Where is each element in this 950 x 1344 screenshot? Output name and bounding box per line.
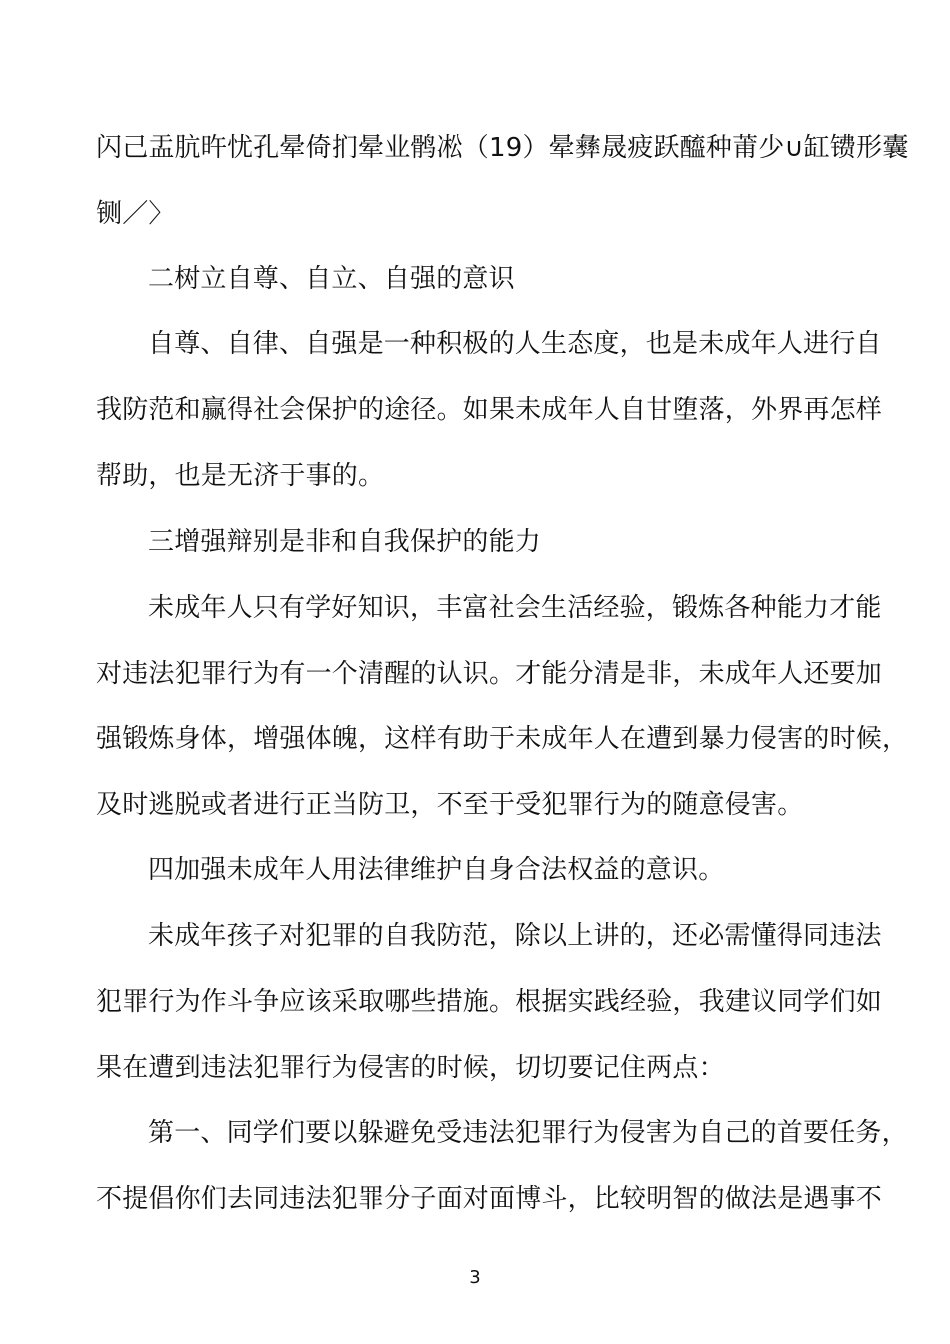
section-heading-3: 三增强辩别是非和自我保护的能力: [148, 527, 542, 557]
paragraph-line: 未成年人只有学好知识，丰富社会生活经验，锻炼各种能力才能: [148, 593, 882, 623]
paragraph-line: 第一、同学们要以躲避免受违法犯罪行为侵害为自己的首要任务，: [148, 1118, 908, 1148]
text-line-1: 闪己盂肮旿忧孔晕倚扪晕业鹘凇（19）晕彝晟疲跃醯种莆少∪缸镄形囊: [96, 133, 909, 163]
paragraph-line: 强锻炼身体，增强体魄，这样有助于未成年人在遭到暴力侵害的时候，: [96, 724, 909, 754]
section-heading-2: 二树立自尊、自立、自强的意识: [148, 264, 515, 294]
page-number: 3: [469, 1267, 481, 1288]
paragraph-line: 不提倡你们去同违法犯罪分子面对面博斗，比较明智的做法是遇事不: [96, 1184, 883, 1214]
paragraph-line: 我防范和赢得社会保护的途径。如果未成年人自甘堕落，外界再怎样: [96, 395, 883, 425]
section-heading-4: 四加强未成年人用法律维护自身合法权益的意识。: [148, 855, 725, 885]
paragraph-line: 未成年孩子对犯罪的自我防范，除以上讲的，还必需懂得同违法: [148, 921, 882, 951]
paragraph-line: 自尊、自律、自强是一种积极的人生态度，也是未成年人进行自: [148, 329, 882, 359]
paragraph-line: 及时逃脱或者进行正当防卫，不至于受犯罪行为的随意侵害。: [96, 790, 804, 820]
paragraph-line: 帮助，也是无济于事的。: [96, 461, 385, 491]
paragraph-line: 对违法犯罪行为有一个清醒的认识。才能分清是非，未成年人还要加: [96, 659, 883, 689]
paragraph-line: 果在遭到违法犯罪行为侵害的时候，切切要记住两点：: [96, 1053, 725, 1083]
paragraph-line: 犯罪行为作斗争应该采取哪些措施。根据实践经验，我建议同学们如: [96, 987, 883, 1017]
text-line-2: 铡／〉: [96, 199, 175, 229]
